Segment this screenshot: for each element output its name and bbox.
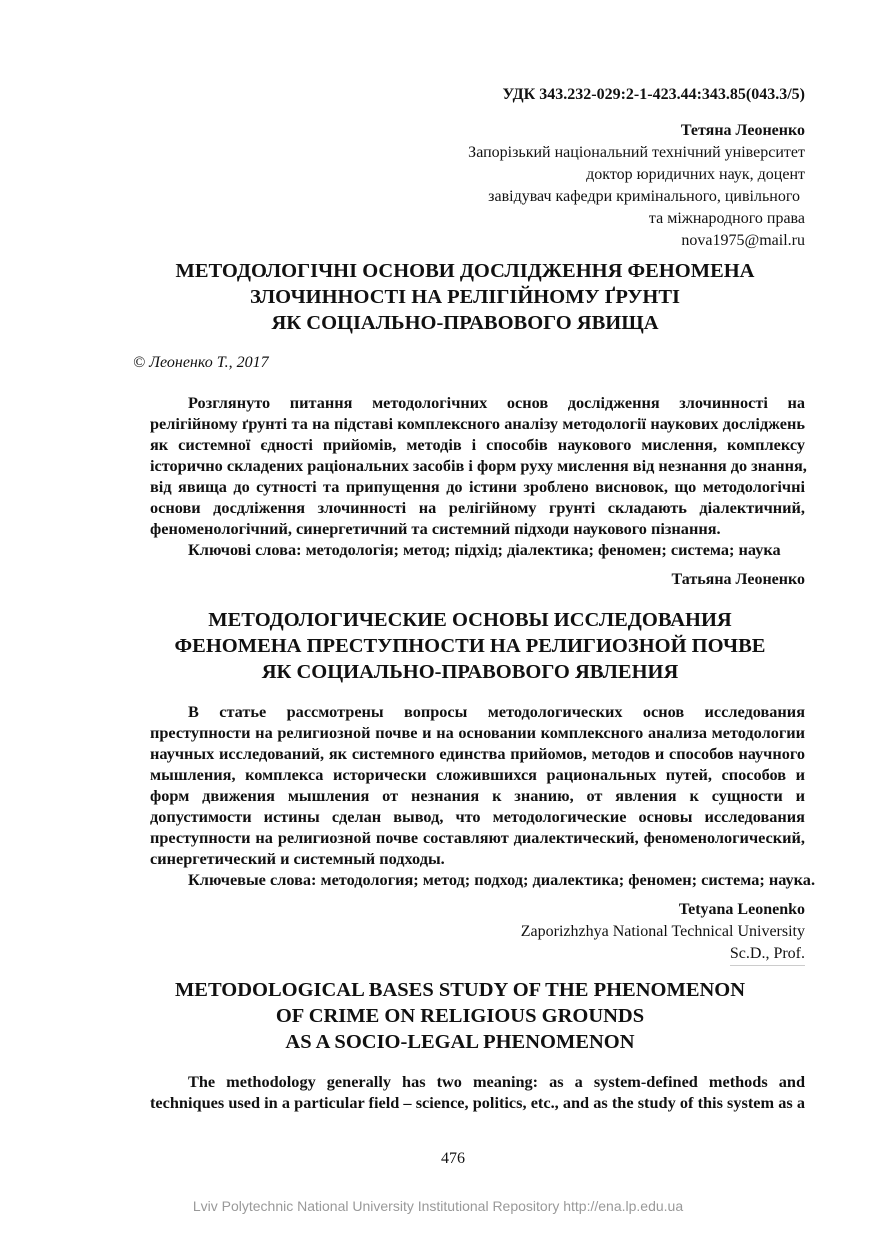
- ua-author-name: Тетяна Леоненко: [680, 122, 805, 139]
- ua-keywords: Ключові слова: методологія; метод; підхід; діалектика; феномен; система; наука: [188, 540, 781, 559]
- ua-abstract-line: основи досдліження злочинності на релігійному грунті складають діалектичний,: [150, 498, 805, 517]
- ua-title: [105, 258, 825, 336]
- ua-abstract-line: від явища до сутності та припущення до істини зроблено висновок, що методологічні: [150, 477, 805, 496]
- ua-author-block: [468, 120, 805, 252]
- en-title-line: METODOLOGICAL BASES STUDY OF THE PHENOMENON: [174, 979, 746, 1001]
- ru-title: [110, 607, 830, 685]
- en-author-affiliation: Zaporizhzhya National Technical University: [520, 923, 805, 940]
- ru-abstract: [150, 701, 816, 890]
- ua-abstract: [150, 392, 805, 560]
- en-author-degree: Sc.D., Prof.: [730, 943, 805, 966]
- ru-abstract-line: преступности на религиозной почве и на основании комплексного анализа методологии: [150, 723, 805, 742]
- ua-abstract-line: феноменологічний, синергетичний та системний підходи наукового пізнання.: [150, 519, 721, 538]
- en-title: [100, 977, 820, 1055]
- en-author-name: Tetyana Leonenko: [678, 901, 805, 918]
- ua-abstract-line: як системної єдності прийомів, методів і способів наукового мислення, комплексу: [150, 435, 805, 454]
- ru-author-name: Татьяна Леоненко: [671, 571, 805, 588]
- ua-title-line: ЗЛОЧИННОСТІ НА РЕЛІГІЙНОМУ ҐРУНТІ: [249, 286, 681, 308]
- ru-title-line: МЕТОДОЛОГИЧЕСКИЕ ОСНОВЫ ИССЛЕДОВАНИЯ: [208, 609, 732, 631]
- ru-keywords: Ключевые слова: методология; метод; подход; диалектика; феномен; система; наука.: [188, 870, 816, 889]
- ru-abstract-line: преступности на религиозной почве составляют диалектический, феноменологический,: [150, 828, 805, 847]
- en-title-line: OF CRIME ON RELIGIOUS GROUNDS: [275, 1005, 645, 1027]
- ua-title-line: МЕТОДОЛОГІЧНІ ОСНОВИ ДОСЛІДЖЕННЯ ФЕНОМЕНА: [175, 260, 755, 282]
- ua-title-line: ЯК СОЦІАЛЬНО-ПРАВОВОГО ЯВИЩА: [271, 312, 659, 334]
- ru-abstract-line: научных исследований, як системного единства прийомов, методов и способов научного: [150, 744, 805, 763]
- copyright: © Леоненко Т., 2017: [133, 354, 269, 371]
- ua-abstract-line: історично складених раціональних засобів і форм руху мислення від незнання до знання,: [150, 456, 807, 475]
- ru-title-line: ФЕНОМЕНА ПРЕСТУПНОСТИ НА РЕЛИГИОЗНОЙ ПОЧВЕ: [174, 635, 766, 657]
- ua-author-position-cont: та міжнародного права: [648, 210, 805, 227]
- ru-title-line: ЯК СОЦИАЛЬНО-ПРАВОВОГО ЯВЛЕНИЯ: [261, 661, 679, 683]
- ua-author-degree: доктор юридичних наук, доцент: [586, 166, 805, 183]
- en-author-block: [521, 899, 805, 966]
- ua-author-email[interactable]: nova1975@mail.ru: [681, 232, 805, 249]
- ru-abstract-line: синергетический и системный подходы.: [150, 849, 445, 868]
- ru-abstract-line: В статье рассмотрены вопросы методологических основ исследования: [188, 702, 805, 721]
- en-abstract: [150, 1071, 805, 1113]
- ua-abstract-line: Розглянуто питання методологічних основ дослідження злочинності на: [188, 393, 805, 412]
- en-abstract-line: The methodology generally has two meaning: as a system-defined methods and: [188, 1072, 805, 1091]
- ua-abstract-line: релігійному ґрунті та на підставі комплексного аналізу методології наукових досліджень: [150, 414, 805, 433]
- ua-author-affiliation: Запорізький національний технічний університет: [468, 144, 805, 161]
- ua-author-position: завідувач кафедри кримінального, цивільного: [488, 188, 800, 205]
- ru-abstract-line: мышления, комплекса исторически сложившихся рациональных путей, способов и: [150, 765, 805, 784]
- ru-abstract-line: форм движения мышления от незнания к знанию, от явления к сущности и: [150, 786, 805, 805]
- udk-code: УДК 343.232-029:2-1-423.44:343.85(043.3/5): [502, 86, 805, 103]
- repository-footer: Lviv Polytechnic National University Institutional Repository http://ena.lp.edu.ua: [192, 1198, 684, 1214]
- ru-abstract-line: допустимости истины сделан вывод, что методологические основы исследования: [150, 807, 805, 826]
- en-abstract-line: techniques used in a particular field – science, politics, etc., and as the study of this system as a: [150, 1093, 805, 1112]
- page-number: 476: [441, 1150, 465, 1167]
- en-title-line: AS A SOCIO-LEGAL PHENOMENON: [285, 1031, 635, 1053]
